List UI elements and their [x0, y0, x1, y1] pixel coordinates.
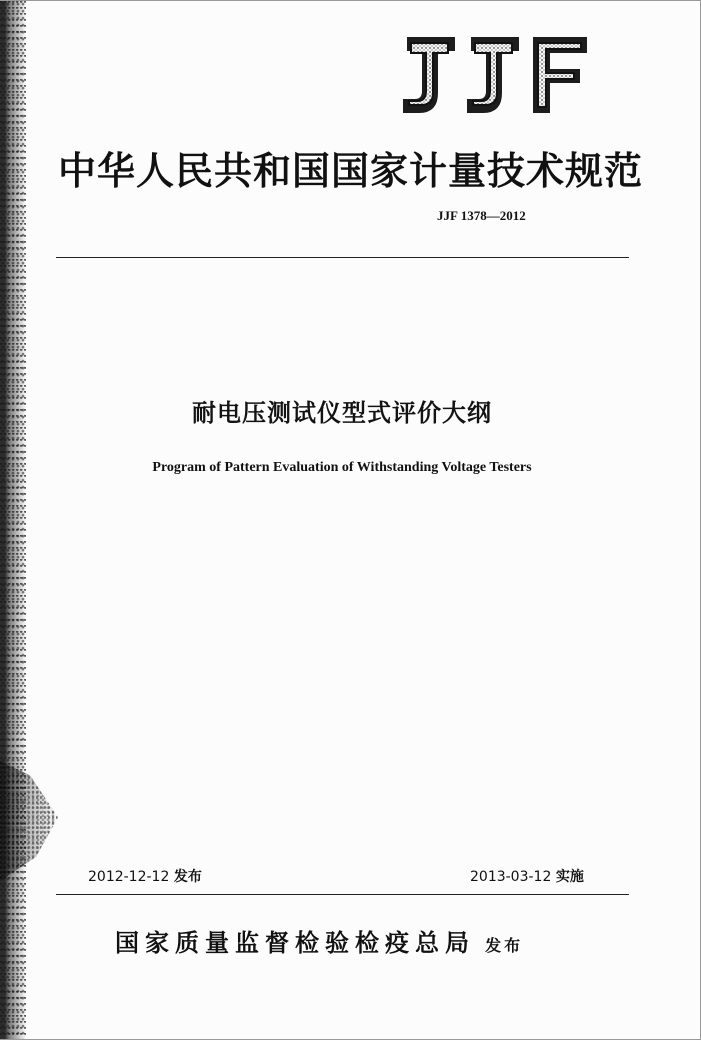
- standard-number: JJF 1378—2012: [437, 208, 526, 223]
- jjf-logo-graphic: [397, 35, 589, 119]
- issue-date-label: 发布: [173, 869, 202, 885]
- page-title: 中华人民共和国国家计量技术规范: [58, 149, 644, 193]
- issue-date: [88, 866, 202, 886]
- issue-date-value: 2012-12-12: [88, 869, 170, 885]
- bottom-divider: [56, 894, 629, 895]
- top-divider: [56, 257, 629, 258]
- issuer-line: [115, 923, 595, 958]
- implementation-date-label: 实施: [555, 869, 584, 885]
- scan-shadow-edge: [0, 1, 26, 1040]
- issuer-name: 国家质量监督检验检疫总局: [115, 929, 475, 957]
- implementation-date-value: 2013-03-12: [470, 869, 552, 885]
- document-title-en: Program of Pattern Evaluation of Withstanding Voltage Testers: [152, 460, 532, 475]
- jjf-logo: [397, 35, 589, 119]
- issuer-action: 发布: [485, 936, 524, 955]
- implementation-date: [470, 866, 584, 886]
- scan-shadow-patch: [0, 761, 58, 881]
- document-title-cn: 耐电压测试仪型式评价大纲: [192, 399, 492, 427]
